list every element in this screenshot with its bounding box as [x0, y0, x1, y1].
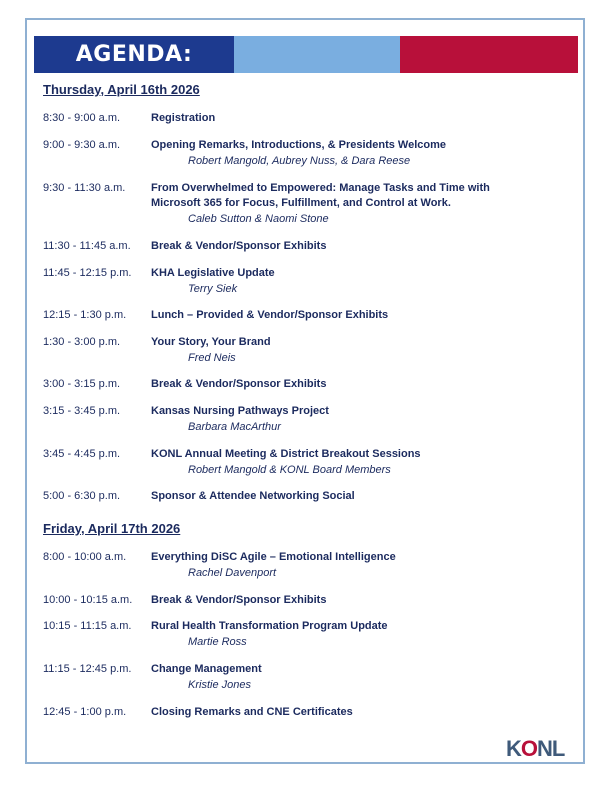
agenda-title: AGENDA:: [75, 42, 193, 67]
item-speaker: Robert Mangold & KONL Board Members: [188, 464, 391, 476]
item-title: Break & Vendor/Sponsor Exhibits: [151, 378, 327, 390]
item-speaker: Caleb Sutton & Naomi Stone: [188, 213, 329, 225]
logo-letter-k: K: [506, 736, 521, 761]
item-time: 12:15 - 1:30 p.m.: [43, 309, 127, 321]
agenda-banner: [34, 36, 578, 73]
item-title: Opening Remarks, Introductions, & Presidents Welcome: [151, 139, 447, 151]
item-time: 8:30 - 9:00 a.m.: [43, 112, 121, 124]
item-title: Lunch – Provided & Vendor/Sponsor Exhibits: [151, 309, 389, 321]
item-time: 8:00 - 10:00 a.m.: [43, 551, 127, 563]
item-time: 11:30 - 11:45 a.m.: [43, 240, 131, 252]
item-speaker: Fred Neis: [188, 352, 236, 364]
banner-blue-segment: [234, 36, 400, 73]
banner-red-segment: [400, 36, 578, 73]
item-time: 10:00 - 10:15 a.m.: [43, 594, 133, 606]
item-time: 1:30 - 3:00 p.m.: [43, 336, 121, 348]
konl-logo: [506, 736, 564, 762]
agenda-item: [43, 550, 563, 581]
item-time: 12:45 - 1:00 p.m.: [43, 706, 127, 718]
item-time: 10:15 - 11:15 a.m.: [43, 620, 132, 632]
item-speaker: Barbara MacArthur: [188, 421, 281, 433]
item-title: Registration: [151, 112, 216, 124]
day-heading-thursday: Thursday, April 16th 2026: [43, 82, 200, 97]
item-time: 9:00 - 9:30 a.m.: [43, 139, 121, 151]
logo-letter-o: O: [520, 736, 538, 761]
item-time: 11:15 - 12:45 p.m.: [43, 663, 132, 675]
item-title: Break & Vendor/Sponsor Exhibits: [151, 240, 327, 252]
item-time: 3:15 - 3:45 p.m.: [43, 405, 121, 417]
agenda-item: [43, 447, 563, 478]
agenda-item: [43, 377, 563, 392]
agenda-item: [43, 593, 563, 608]
agenda-item: [43, 239, 563, 254]
agenda-item: [43, 404, 563, 435]
item-title: Sponsor & Attendee Networking Social: [151, 490, 355, 502]
agenda-item: [43, 111, 563, 126]
banner-navy-segment: [34, 36, 234, 73]
agenda-item: [43, 705, 563, 720]
item-speaker: Martie Ross: [188, 636, 247, 648]
item-time: 3:00 - 3:15 p.m.: [43, 378, 121, 390]
item-speaker: Robert Mangold, Aubrey Nuss, & Dara Reese: [188, 155, 411, 167]
item-title: KHA Legislative Update: [151, 267, 275, 279]
item-title: From Overwhelmed to Empowered: Manage Tasks and Time with Microsoft 365 for Focus, Fulfillment, and Control at Work.: [151, 182, 490, 209]
agenda-item: [43, 489, 563, 504]
agenda-item: [43, 662, 563, 693]
agenda-item: [43, 619, 563, 650]
agenda-item: [43, 138, 563, 169]
item-speaker: Rachel Davenport: [188, 567, 277, 579]
item-speaker: Kristie Jones: [188, 679, 251, 691]
item-title: KONL Annual Meeting & District Breakout Sessions: [151, 448, 421, 460]
item-title: Kansas Nursing Pathways Project: [151, 405, 329, 417]
item-title: Everything DiSC Agile – Emotional Intelligence: [151, 551, 396, 563]
item-title: Rural Health Transformation Program Update: [151, 620, 388, 632]
item-time: 9:30 - 11:30 a.m.: [43, 182, 126, 194]
item-title: Change Management: [151, 663, 262, 675]
agenda-item: [43, 181, 563, 227]
agenda-item: [43, 266, 563, 297]
item-speaker: Terry Siek: [188, 283, 238, 295]
agenda-item: [43, 335, 563, 366]
item-title: Closing Remarks and CNE Certificates: [151, 706, 353, 718]
item-time: 11:45 - 12:15 p.m.: [43, 267, 132, 279]
item-title: Break & Vendor/Sponsor Exhibits: [151, 594, 327, 606]
logo-letters-nl: NL: [537, 736, 565, 761]
item-title: Your Story, Your Brand: [151, 336, 271, 348]
item-time: 3:45 - 4:45 p.m.: [43, 448, 121, 460]
day-heading-friday: Friday, April 17th 2026: [43, 521, 181, 536]
item-time: 5:00 - 6:30 p.m.: [43, 490, 121, 502]
agenda-item: [43, 308, 563, 323]
